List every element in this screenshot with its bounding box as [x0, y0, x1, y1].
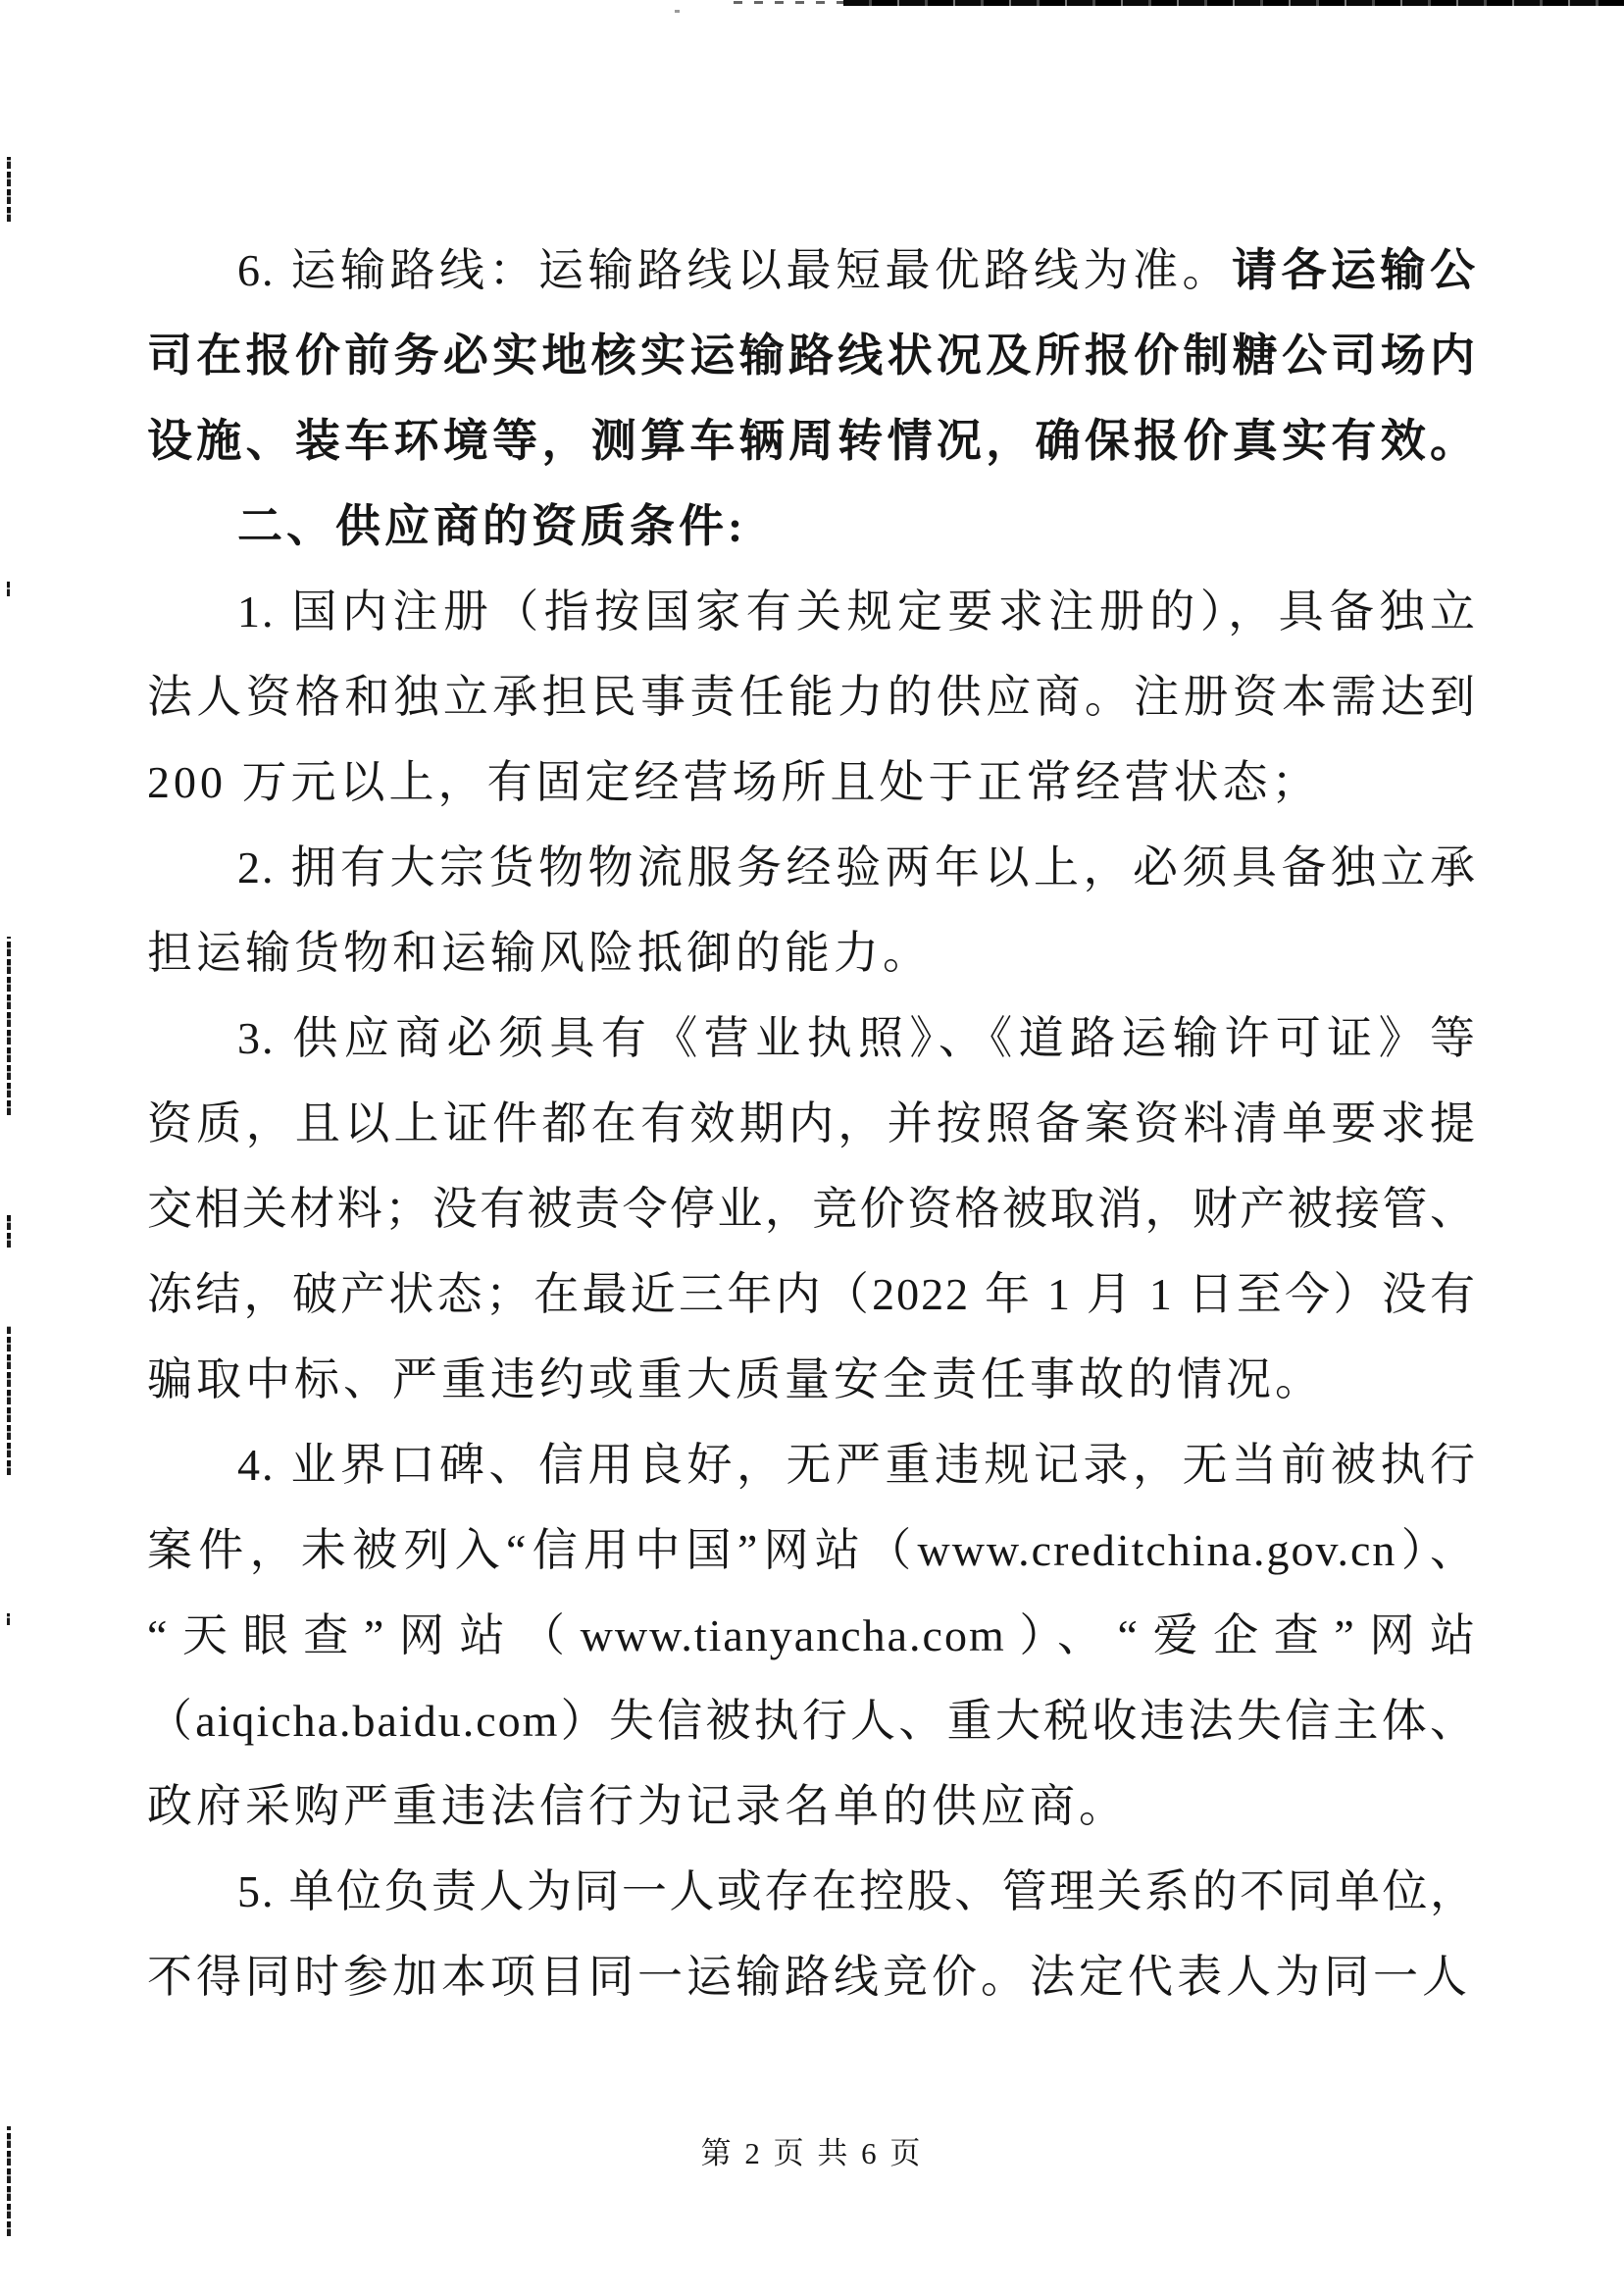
text-segment: 200 万元以上，有固定经营场所且处于正常经营状态； — [147, 757, 1321, 807]
text-line — [147, 313, 1477, 398]
scan-artifact-left-2 — [7, 581, 10, 596]
text-line — [147, 1507, 1477, 1593]
text-segment: 4. 业界口碑、信用良好，无严重违规记录，无当前被执行 — [237, 1440, 1477, 1490]
text-line — [147, 484, 1477, 569]
text-segment: 交相关材料；没有被责令停业，竞价资格被取消，财产被接管、 — [147, 1184, 1477, 1234]
text-line — [147, 654, 1477, 739]
scan-artifact-top-bar — [843, 0, 1624, 6]
bold-text-segment: 二、供应商的资质条件: — [237, 501, 747, 551]
text-line — [147, 1251, 1477, 1337]
text-line — [147, 1593, 1477, 1678]
text-segment: （aiqicha.baidu.com）失信被执行人、重大税收违法失信主体、 — [147, 1696, 1477, 1746]
text-line — [147, 1166, 1477, 1251]
text-line — [147, 1422, 1477, 1507]
text-segment: 1. 国内注册（指按国家有关规定要求注册的），具备独立 — [237, 586, 1477, 637]
scan-artifact-left-6 — [7, 1613, 10, 1625]
text-segment: 担运输货物和运输风险抵御的能力。 — [147, 928, 932, 978]
scan-artifact-left-4 — [7, 1214, 11, 1248]
text-line — [147, 1081, 1477, 1166]
text-segment: 6. 运输路线：运输路线以最短最优路线为准。 — [237, 245, 1232, 295]
text-line — [147, 1849, 1477, 1934]
text-segment: 冻结，破产状态；在最近三年内（2022 年 1 月 1 日至今）没有 — [147, 1269, 1477, 1319]
text-segment: 法人资格和独立承担民事责任能力的供应商。注册资本需达到 — [147, 672, 1477, 722]
bold-text-segment: 设施、装车环境等，测算车辆周转情况，确保报价真实有效。 — [147, 416, 1477, 466]
text-line — [147, 910, 1477, 995]
text-line — [147, 1678, 1477, 1763]
scan-artifact-left-5 — [7, 1326, 11, 1475]
text-line — [147, 1337, 1477, 1422]
text-segment: 3. 供应商必须具有《营业执照》、《道路运输许可证》等 — [237, 1013, 1477, 1063]
bold-text-segment: 请各运输公 — [1232, 245, 1477, 295]
scan-artifact-top-bar-lead — [734, 1, 843, 4]
text-line — [147, 1934, 1477, 2019]
text-segment: 资质，且以上证件都在有效期内，并按照备案资料清单要求提 — [147, 1098, 1477, 1148]
text-line — [147, 1763, 1477, 1849]
text-line — [147, 825, 1477, 910]
bold-text-segment: 司在报价前务必实地核实运输路线状况及所报价制糖公司场内 — [147, 331, 1477, 381]
page-number: 第 2 页 共 6 页 — [700, 2136, 924, 2170]
text-line — [147, 739, 1477, 825]
text-segment: “天眼查”网站（www.tianyancha.com）、“爱企查”网站 — [147, 1610, 1477, 1660]
text-line — [147, 228, 1477, 313]
text-line — [147, 569, 1477, 654]
text-segment: 政府采购严重违法信行为记录名单的供应商。 — [147, 1781, 1128, 1831]
document-body — [147, 228, 1477, 2019]
text-line — [147, 398, 1477, 484]
scan-artifact-left-1 — [7, 157, 11, 222]
text-segment: 5. 单位负责人为同一人或存在控股、管理关系的不同单位， — [237, 1866, 1477, 1916]
text-segment: 案件，未被列入“信用中国”网站（www.creditchina.gov.cn）、 — [147, 1525, 1477, 1575]
text-segment: 2. 拥有大宗货物物流服务经验两年以上，必须具备独立承 — [237, 842, 1477, 892]
scan-artifact-top-dot — [675, 10, 680, 13]
scan-artifact-left-3 — [7, 937, 11, 1115]
text-segment: 不得同时参加本项目同一运输路线竞价。法定代表人为同一人 — [147, 1952, 1471, 2002]
text-line — [147, 995, 1477, 1081]
text-segment: 骗取中标、严重违约或重大质量安全责任事故的情况。 — [147, 1354, 1324, 1404]
